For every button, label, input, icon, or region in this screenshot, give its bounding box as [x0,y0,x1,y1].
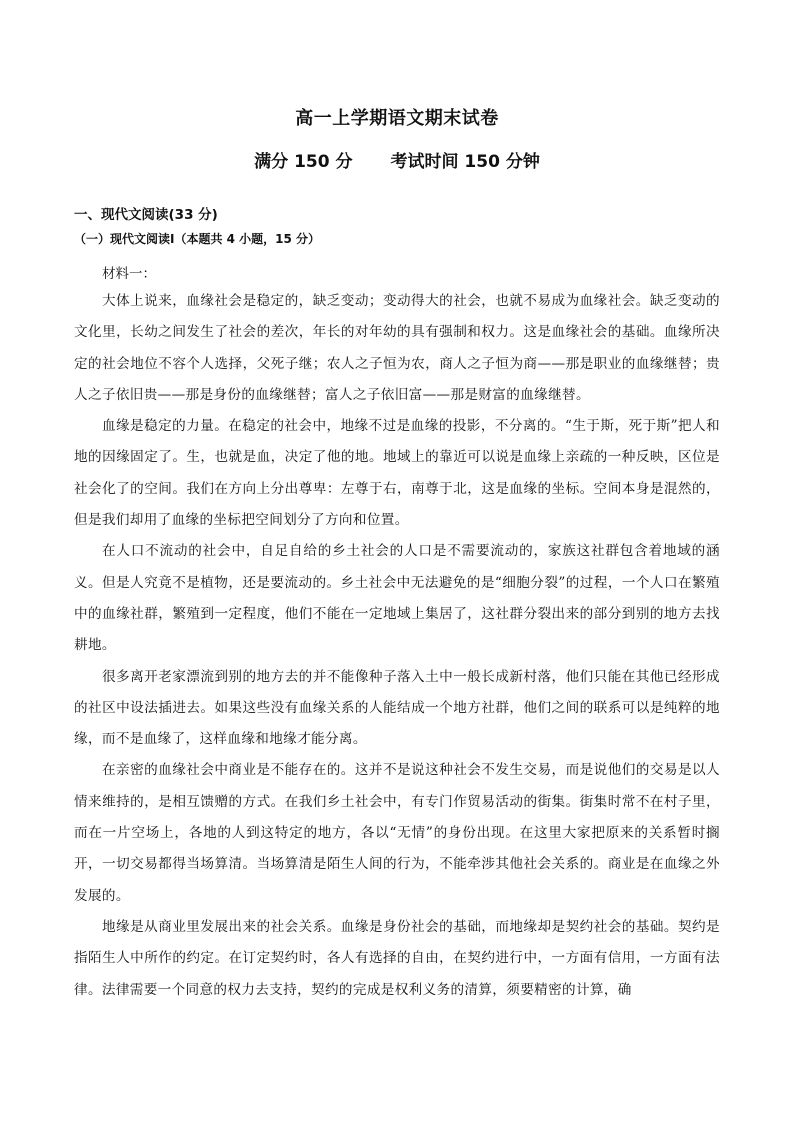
reading-passage [74,286,720,1006]
passage-paragraph: 在人口不流动的社会中，自足自给的乡土社会的人口是不需要流动的，家族这社群包含着地域的涵义。但是人究竟不是植物，还是要流动的。乡土社会中无法避免的是“细胞分裂”的过程，一个人口在繁殖中的血缘社群，繁殖到一定程度，他们不能在一定地域上集居了，这社群分裂出来的部分到别的地方去找耕地。 [74,543,720,654]
exam-time-label: 考试时间 150 分钟 [390,152,540,172]
passage-paragraph: 在亲密的血缘社会中商业是不能存在的。这并不是说这种社会不发生交易，而是说他们的交易是以人情来维持的，是相互馈赠的方式。在我们乡土社会中，有专门作贸易活动的街集。街集时常不在村子里，而在一片空场上，各地的人到这特定的地方，各以“无情”的身份出现。在这里大家把原来的关系暂时搁开，一切交易都得当场算清。当场算清是陌生人间的行为，不能牵涉其他社会关系的。商业是在血缘之外发展的。 [74,762,720,904]
passage-paragraph: 血缘是稳定的力量。在稳定的社会中，地缘不过是血缘的投影，不分离的。“生于斯，死于斯”把人和地的因缘固定了。生，也就是血，决定了他的地。地域上的靠近可以说是血缘上亲疏的一种反映，区位是社会化了的空间。我们在方向上分出尊卑：左尊于右，南尊于北，这是血缘的坐标。空间本身是混然的，但是我们却用了血缘的坐标把空间划分了方向和位置。 [74,418,720,529]
exam-title: 高一上学期语文期末试卷 [295,108,499,129]
subsection-heading: （一）现代文阅读Ⅰ（本题共 4 小题，15 分） [74,232,321,246]
passage-paragraph: 大体上说来，血缘社会是稳定的，缺乏变动；变动得大的社会，也就不易成为血缘社会。缺乏变动的文化里，长幼之间发生了社会的差次，年长的对年幼的具有强制和权力。这是血缘社会的基础。血缘所决定的社会地位不容个人选择，父死子继；农人之子恒为农，商人之子恒为商——那是职业的血缘继替；贵人之子依旧贵——那是身份的血缘继替；富人之子依旧富——那是财富的血缘继替。 [74,293,720,403]
full-score-label: 满分 150 分 [254,152,353,172]
section-heading: 一、现代文阅读(33 分) [74,207,218,223]
passage-paragraph: 很多离开老家漂流到别的地方去的并不能像种子落入土中一般长成新村落，他们只能在其他已经形成的社区中设法插进去。如果这些没有血缘关系的人能结成一个地方社群，他们之间的联系可以是纯粹的地缘，而不是血缘了，这样血缘和地缘才能分离。 [74,668,720,748]
exam-subtitle [0,147,794,172]
passage-paragraph: 地缘是从商业里发展出来的社会关系。血缘是身份社会的基础，而地缘却是契约社会的基础。契约是指陌生人中所作的约定。在订定契约时，各人有选择的自由，在契约进行中，一方面有信用，一方面有法律。法律需要一个同意的权力去支持，契约的完成是权利义务的清算，须要精密的计算，确 [74,918,720,998]
material-label: 材料一： [102,266,156,282]
